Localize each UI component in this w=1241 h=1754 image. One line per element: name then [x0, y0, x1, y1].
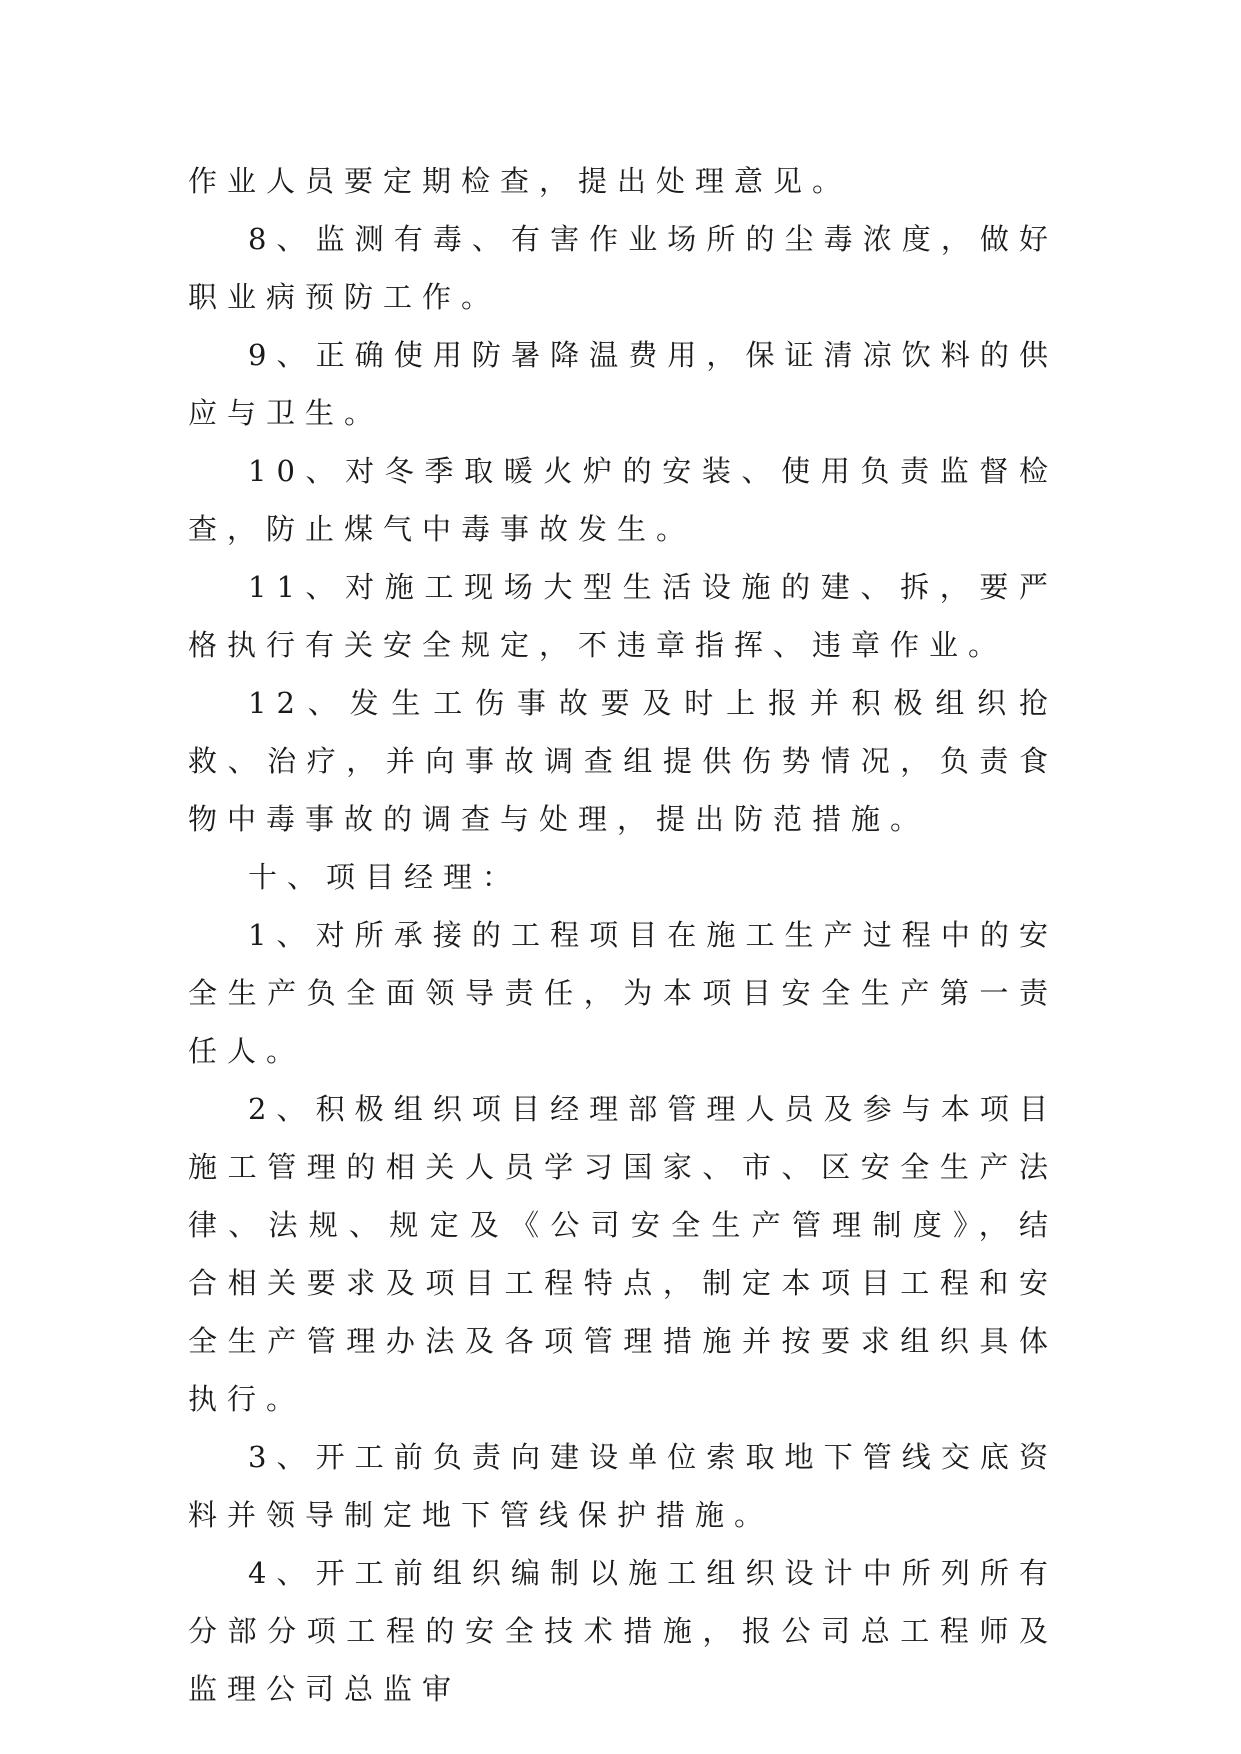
paragraph-pm-item-4: 4、开工前组织编制以施工组织设计中所列所有分部分项工程的安全技术措施，报公司总工程师及监理公司总监审	[188, 1556, 1058, 1706]
paragraph-pm-item-1: 1、对所承接的工程项目在施工生产过程中的安全生产负全面领导责任，为本项目安全生产第一责任人。	[188, 918, 1058, 1068]
paragraph-item-11: 11、对施工现场大型生活设施的建、拆，要严格执行有关安全规定，不违章指挥、违章作业。	[188, 570, 1058, 662]
paragraph-pm-item-3: 3、开工前负责向建设单位索取地下管线交底资料并领导制定地下管线保护措施。	[188, 1440, 1058, 1532]
section-heading-project-manager: 十、项目经理：	[248, 860, 522, 894]
paragraph-item-10: 10、对冬季取暖火炉的安装、使用负责监督检查，防止煤气中毒事故发生。	[188, 454, 1058, 546]
paragraph-pm-item-2: 2、积极组织项目经理部管理人员及参与本项目施工管理的相关人员学习国家、市、区安全生产法律、法规、规定及《公司安全生产管理制度》，结合相关要求及项目工程特点，制定本项目工程和安全生产管理办法及各项管理措施并按要求组织具体执行。	[188, 1092, 1058, 1416]
paragraph-item-8: 8、监测有毒、有害作业场所的尘毒浓度，做好职业病预防工作。	[188, 222, 1058, 314]
paragraph-item-9: 9、正确使用防暑降温费用，保证清凉饮料的供应与卫生。	[188, 338, 1058, 430]
document-body	[188, 152, 1058, 1718]
paragraph-continuation: 作业人员要定期检查，提出处理意见。	[188, 164, 852, 198]
paragraph-item-12: 12、发生工伤事故要及时上报并积极组织抢救、治疗，并向事故调查组提供伤势情况，负责食物中毒事故的调查与处理，提出防范措施。	[188, 686, 1058, 836]
